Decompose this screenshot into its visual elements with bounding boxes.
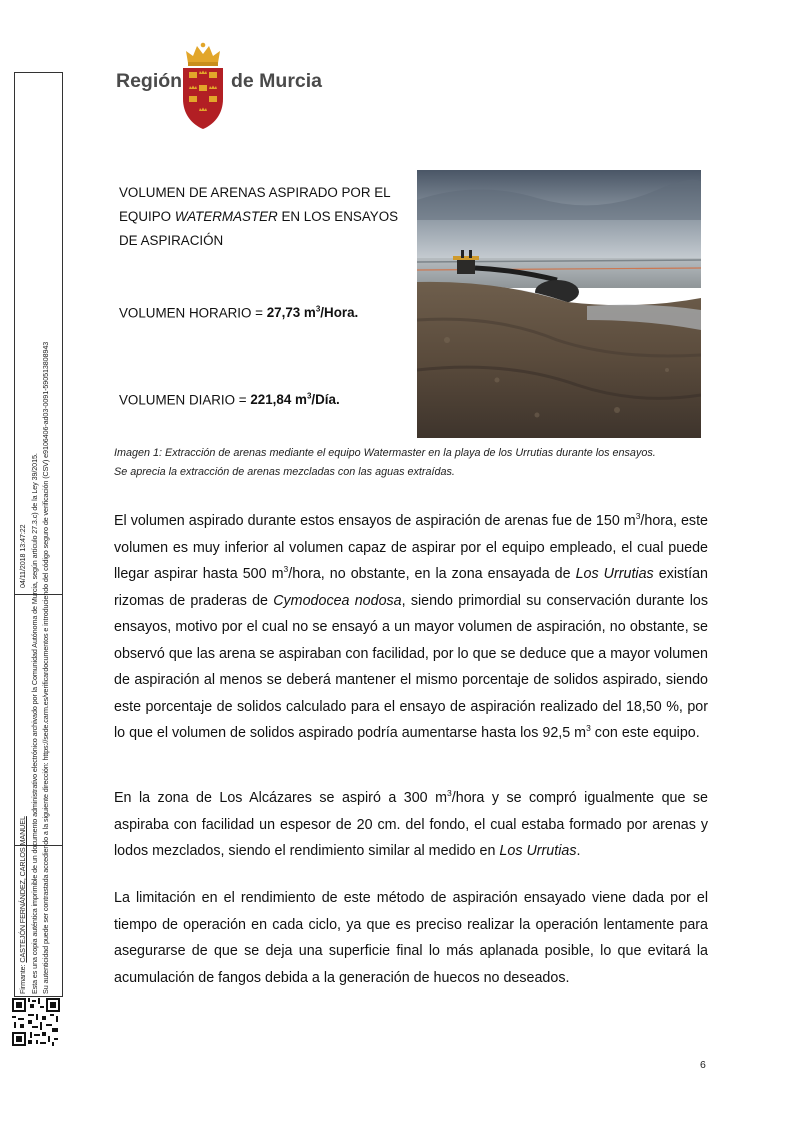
paragraph-3: La limitación en el rendimiento de este método de aspiración ensayado viene dada por el tiempo de operación en cada ciclo, ya que es preciso realizar la operación lentamente para asegurarse de que se deja una superficie final lo más aplanada posible, lo que evitará la acumulación de fangos debida a la generación de huecos no deseados.: [114, 890, 708, 986]
qr-code: [12, 998, 60, 1046]
intro-title-line-2: EQUIPO WATERMASTER EN LOS ENSAYOS: [119, 209, 399, 224]
sign-date: 04/11/2018 13:47:22: [18, 524, 27, 588]
paragraph-1: El volumen aspirado durante estos ensayos de aspiración de arenas fue de 150 $m^3$/hora, este volumen es muy inferior al volumen capaz de aspirar por el equipo empleado, el cual puede llegar aspirar hasta 500 $m^3$/hora, no obstante, en la zona ensayada de Los Urrutias existían rizomas de praderas de Cymodocea nodosa, siendo primordial su conservación durante los ensayos, motivo por el cual no se ensayó a un mayor volumen de aspiración, no obstante, se observó que las arena se aspiraban con facilidad, por lo que se deduce que a mayor volumen de aspiración al menos se deberá mantener el mismo porcentaje de solidos aspirado, siendo este porcentaje de solidos calculado para el ensayo de aspiración realizado del 18,50 %, por lo que el volumen de solidos aspirado podría aumentarse hasta los 92,5 $m^3$ con este equipo.: [114, 511, 709, 741]
species-name: Cymodocea nodosa: [273, 592, 402, 609]
hourly-volume-value: 27,73 m: [266, 305, 316, 321]
page-number: 6: [700, 1059, 706, 1071]
paragraph-2: En la zona de Los Alcázares se aspiró a 300 $m^3$/hora y se compró igualmente que se aspiraba con facilidad un espesor de 20 cm. del fondo, el cual estaba formado por arenas y lodos mezclados, siendo el rendimiento similar al medido en Los Urrutias.: [114, 788, 708, 859]
place-name: Los Urrutias: [499, 843, 577, 859]
region-shield-icon: [180, 41, 226, 131]
intro-title-line-3: DE ASPIRACIÓN: [119, 233, 224, 248]
signer-line: Firmante: CASTEJÓN FERNÁNDEZ, CARLOS MANUEL: [18, 816, 27, 994]
caption-line-1: Imagen 1: Extracción de arenas mediante el equipo Watermaster en la playa de los Urrutias durante los ensayos.: [114, 447, 656, 459]
beach-suction-photo: [417, 170, 701, 438]
logo-text-murcia: de Murcia: [231, 70, 323, 92]
signer-name: CASTEJÓN FERNÁNDEZ, CARLOS MANUEL: [18, 816, 27, 963]
hourly-volume: VOLUMEN HORARIO = 27,73 $m^3$/Hora.: [119, 305, 359, 321]
place-name: Los Urrutias: [575, 566, 654, 582]
logo-text-region: Región: [116, 70, 183, 92]
legal-line-1: Esta es una copia auténtica imprimible de un documento administrativo electrónico archivado por la Comunidad Autónoma de Murcia, según artículo 27.3.c) de la Ley 39/2015.: [30, 453, 39, 994]
daily-volume: VOLUMEN DIARIO = 221,84 $m^3$/Día.: [119, 392, 340, 408]
equipment-name: WATERMASTER: [174, 209, 278, 224]
caption-line-2: Se aprecia la extracción de arenas mezcladas con las aguas extraídas.: [114, 466, 455, 478]
daily-volume-value: 221,84 m: [250, 392, 307, 408]
intro-title-line-1: VOLUMEN DE ARENAS ASPIRADO POR EL: [119, 185, 391, 200]
image-caption: [114, 444, 714, 482]
legal-line-2: Su autenticidad puede ser contrastada accediendo a la siguiente dirección: https://sede.carm.es/verificardocumentos e introduciendo del código seguro de verificación (CSV) e9106406-ad03-0091-590513808943: [41, 341, 50, 994]
